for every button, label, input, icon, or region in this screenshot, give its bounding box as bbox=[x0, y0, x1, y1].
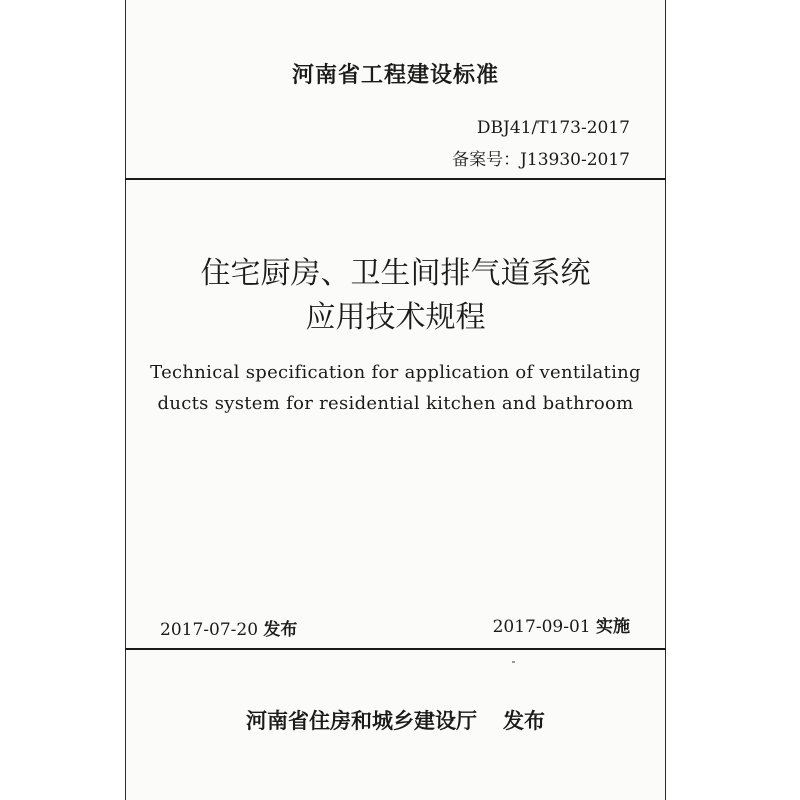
english-title-line-2: ducts system for residential kitchen and bathroom bbox=[157, 393, 634, 414]
issue-date: 2017-07-20 bbox=[160, 620, 259, 640]
publisher-action: 发布 bbox=[503, 709, 545, 733]
record-number: 备案号：J13930-2017 bbox=[452, 150, 630, 170]
implement-date: 2017-09-01 bbox=[492, 617, 591, 637]
top-divider bbox=[125, 178, 666, 180]
standard-code: DBJ41/T173-2017 bbox=[476, 118, 630, 138]
publisher-name: 河南省住房和城乡建设厅 bbox=[246, 709, 477, 733]
publisher-line bbox=[125, 705, 666, 735]
issue-label: 发布 bbox=[263, 620, 298, 640]
english-title-line-1: Technical specification for application of ventilating bbox=[150, 362, 641, 383]
issue-date-block bbox=[160, 615, 297, 640]
bottom-divider bbox=[125, 648, 666, 650]
standard-series-title: 河南省工程建设标准 bbox=[291, 63, 499, 88]
chinese-title-line-1: 住宅厨房、卫生间排气道系统 bbox=[200, 256, 591, 291]
implement-date-block bbox=[493, 612, 630, 637]
print-speck bbox=[512, 661, 515, 663]
implement-label: 实施 bbox=[596, 617, 630, 637]
chinese-title-line-2: 应用技术规程 bbox=[305, 300, 486, 335]
